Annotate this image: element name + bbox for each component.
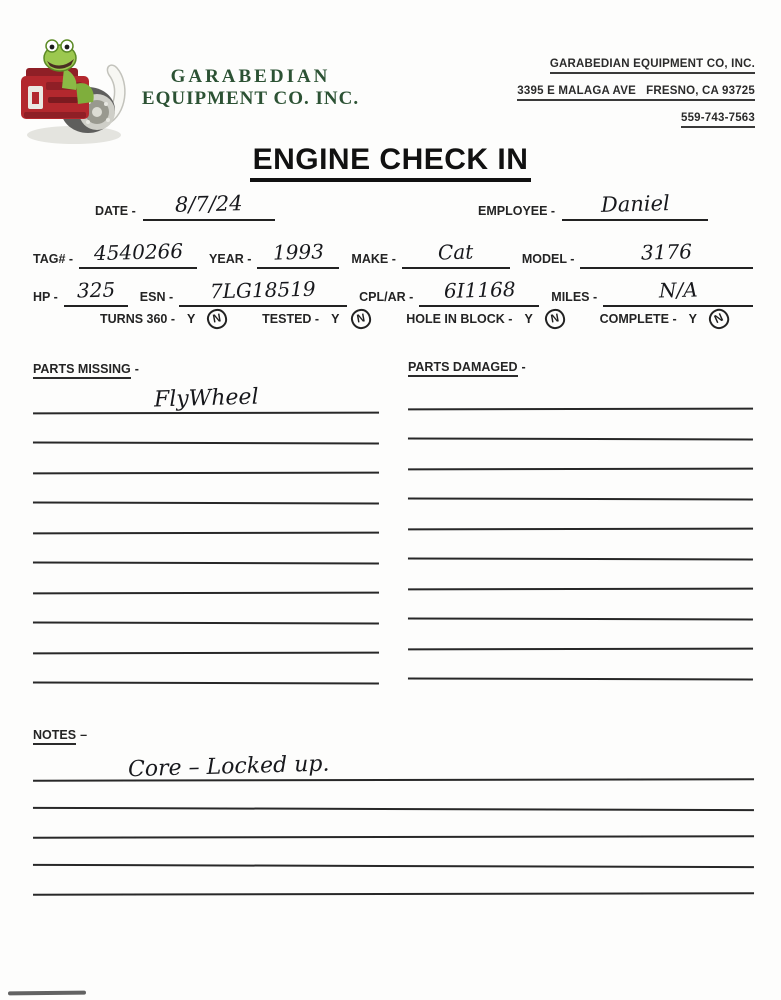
parts-missing-label [33, 362, 139, 379]
turns-360-no: N [212, 312, 223, 326]
model-blank [580, 240, 753, 269]
model-field [522, 240, 753, 269]
hole-in-block-label: HOLE IN BLOCK - [406, 312, 513, 326]
cplar-value: 6I1168 [443, 277, 516, 303]
complete-check [600, 309, 729, 329]
parts-missing-line [33, 473, 379, 504]
employee-blank [562, 192, 708, 221]
tag-blank [79, 240, 197, 269]
turns-360-label: TURNS 360 - [100, 312, 176, 326]
tested-no-circled [350, 307, 373, 330]
hp-field [33, 278, 128, 307]
parts-missing-entry: FlyWheel [153, 384, 259, 413]
employee-label: EMPLOYEE - [478, 204, 556, 218]
check-row [100, 309, 729, 329]
parts-missing-line [33, 564, 379, 595]
parts-missing-line [33, 384, 379, 415]
company-contact-block [517, 58, 755, 128]
turns-360-check [100, 309, 227, 329]
hole-in-block-no-circled [543, 307, 566, 330]
field-row-2 [33, 278, 753, 307]
miles-label: MILES - [551, 290, 598, 304]
hole-in-block-yes: Y [524, 312, 533, 326]
parts-damaged-label [408, 360, 526, 377]
tested-check [262, 309, 371, 329]
notes-entry: Core – Locked up. [127, 751, 330, 783]
date-field [95, 192, 275, 221]
brand-name-line2: EQUIPMENT CO. INC. [141, 87, 360, 109]
notes-line [33, 836, 754, 867]
notes-label [33, 728, 87, 745]
company-phone: 559-743-7563 [681, 112, 755, 128]
parts-damaged-line [408, 469, 753, 500]
parts-missing-label-text: PARTS MISSING [33, 362, 131, 379]
model-value: 3176 [640, 239, 693, 265]
year-value: 1993 [272, 239, 325, 265]
parts-missing-line [33, 444, 379, 475]
parts-damaged-line [408, 380, 753, 411]
miles-value: N/A [658, 277, 698, 303]
notes-dash: – [80, 728, 88, 742]
esn-blank [179, 278, 347, 307]
date-label: DATE - [95, 204, 136, 218]
hp-value: 325 [76, 277, 116, 303]
employee-field [478, 192, 708, 221]
date-blank [143, 192, 275, 221]
notes-lines [33, 752, 754, 895]
brand-text [128, 66, 373, 110]
brand-name-line1: GARABEDIAN [170, 66, 331, 87]
complete-yes: Y [688, 312, 697, 326]
company-name: GARABEDIAN EQUIPMENT CO, INC. [550, 58, 755, 74]
field-row-1 [33, 240, 753, 269]
hp-label: HP - [33, 290, 58, 304]
complete-no: N [712, 311, 726, 327]
cplar-blank [419, 278, 539, 307]
year-field [209, 240, 339, 269]
tag-field [33, 240, 197, 269]
parts-damaged-line [408, 560, 753, 591]
year-blank [257, 240, 339, 269]
employee-value: Daniel [600, 191, 670, 217]
tag-label: TAG# - [33, 252, 74, 266]
hole-in-block-no: N [549, 312, 560, 326]
esn-field [140, 278, 347, 307]
parts-missing-line [33, 653, 379, 684]
parts-damaged-line [408, 649, 753, 680]
tested-label: TESTED - [262, 312, 320, 326]
tested-yes: Y [331, 312, 340, 326]
turns-360-no-circled [206, 307, 229, 330]
tested-no: N [356, 312, 367, 326]
mascot-logo [16, 36, 138, 148]
year-label: YEAR - [209, 252, 252, 266]
parts-damaged-line [408, 620, 753, 651]
hole-in-block-check [406, 309, 565, 329]
parts-damaged-line [408, 500, 753, 531]
scan-artifact [8, 991, 86, 996]
parts-damaged-lines [408, 380, 753, 680]
company-address: 3395 E MALAGA AVE FRESNO, CA 93725 [517, 85, 755, 101]
hp-blank [64, 278, 128, 307]
make-field [351, 240, 509, 269]
parts-missing-line [33, 504, 379, 535]
parts-damaged-line [408, 409, 753, 440]
parts-damaged-dash: - [521, 360, 526, 374]
parts-missing-line [33, 413, 379, 444]
notes-label-text: NOTES [33, 728, 76, 745]
cplar-field [359, 278, 539, 307]
parts-missing-lines [33, 384, 379, 684]
tag-value: 4540266 [93, 238, 183, 266]
complete-label: COMPLETE - [599, 312, 677, 326]
parts-missing-line [33, 593, 379, 624]
parts-damaged-label-text: PARTS DAMAGED [408, 360, 518, 377]
esn-label: ESN - [139, 290, 174, 304]
parts-damaged-line [408, 440, 753, 471]
parts-damaged-line [408, 529, 753, 560]
notes-line [33, 779, 754, 810]
make-label: MAKE - [351, 252, 396, 266]
notes-line [33, 808, 754, 838]
make-value: Cat [437, 239, 474, 265]
parts-missing-line [33, 533, 379, 564]
parts-missing-line [33, 624, 379, 655]
parts-missing-dash: - [134, 362, 139, 376]
esn-value: 7LG18519 [210, 276, 317, 304]
miles-blank [603, 278, 753, 307]
miles-field [551, 278, 753, 307]
model-label: MODEL - [521, 252, 575, 266]
notes-line [33, 751, 754, 781]
turns-360-yes: Y [187, 312, 196, 326]
make-blank [402, 240, 510, 269]
notes-line [33, 865, 754, 895]
date-value: 8/7/24 [174, 191, 243, 217]
page-title: ENGINE CHECK IN [250, 143, 532, 182]
parts-damaged-line [408, 589, 753, 620]
cplar-label: CPL/AR - [359, 290, 414, 304]
complete-no-circled [706, 306, 732, 332]
